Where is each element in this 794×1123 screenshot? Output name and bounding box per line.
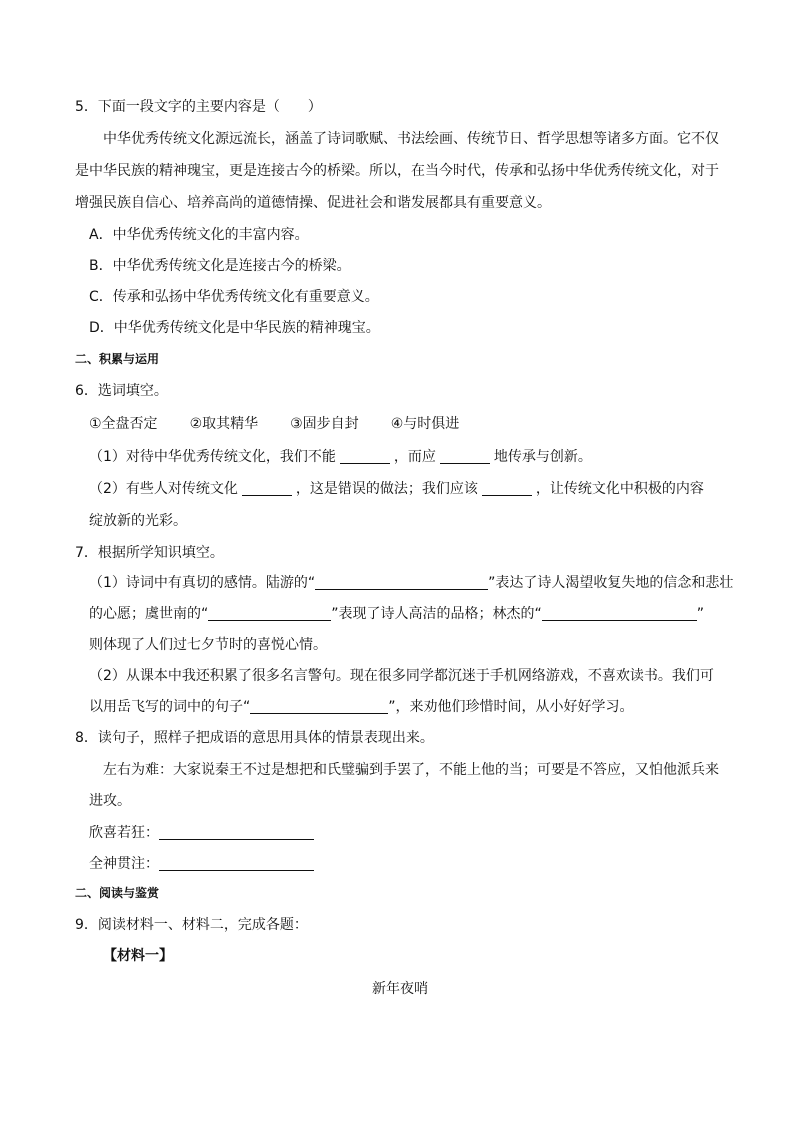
q7-part2-line-2: 以用岳飞写的词中的句子“ ”，来劝他们珍惜时间，从小好好学习。 [89,699,634,715]
q9-stem: 9．阅读材料一、材料二，完成各题： [75,917,308,933]
q6-blank-2[interactable] [440,449,490,464]
q7-blank-yu-shinan[interactable] [208,606,331,621]
q5-option-a: A．中华优秀传统文化的丰富内容。 [89,227,309,243]
q5-stem: 5．下面一段文字的主要内容是（ ） [75,99,322,115]
q6-stem: 6．选词填空。 [75,383,168,399]
q9-material-1-label: 【材料一】 [103,948,173,964]
q7-blank-yue-fei[interactable] [250,699,388,714]
q5-paragraph-line-2: 是中华民族的精神瑰宝，更是连接古今的桥梁。所以，在当今时代，传承和弘扬中华优秀传统文化，对于 [75,163,719,179]
poem-title: 新年夜哨 [372,981,428,997]
q7-stem: 7．根据所学知识填空。 [75,545,224,561]
q5-option-d: D．中华优秀传统文化是中华民族的精神瑰宝。 [89,320,380,336]
q6-word-4: ④与时俱进 [390,416,460,432]
section-heading-accumulation: 二、积累与运用 [75,352,160,366]
q6-blank-1[interactable] [340,449,390,464]
q6-word-3: ③固步自封 [290,416,359,432]
q6-word-1: ①全盘否定 [89,416,158,432]
q5-paragraph-line-3: 增强民族自信心、培养高尚的道德情操、促进社会和谐发展都具有重要意义。 [75,195,551,211]
q8-item-2: 全神贯注： [89,854,314,874]
q8-answer-blank-1[interactable] [159,825,314,840]
q7-part2-line-1: （2）从课本中我还积累了很多名言警句。现在很多同学都沉迷于手机网络游戏，不喜欢读书。我们可 [89,668,714,684]
section-heading-reading: 二、阅读与鉴赏 [75,886,160,900]
q6-sentence-2: （2）有些人对传统文化 ，这是错误的做法；我们应该 ，让传统文化中积极的内容 [89,481,704,497]
q6-word-2: ②取其精华 [189,416,259,432]
q6-sentence-1: （1）对待中华优秀传统文化，我们不能 ，而应 地传承与创新。 [89,449,592,465]
q7-part1-line-3: 则体现了人们过七夕节时的喜悦心情。 [89,637,327,653]
q8-example-line-1: 左右为难：大家说秦王不过是想把和氏璧骗到手罢了，不能上他的当；可要是不答应，又怕他派兵来 [103,762,719,778]
q7-part1-line-1: （1）诗词中有真切的感情。陆游的“ ”表达了诗人渴望收复失地的信念和悲壮 [89,575,734,591]
q5-option-c: C．传承和弘扬中华优秀传统文化有重要意义。 [89,289,379,305]
q5-option-b: B．中华优秀传统文化是连接古今的桥梁。 [89,258,351,274]
q8-example-line-2: 进攻。 [89,793,131,809]
q6-blank-4[interactable] [482,481,532,496]
q6-sentence-2-continued: 绽放新的光彩。 [89,513,187,529]
q8-answer-blank-2[interactable] [159,856,314,871]
q7-blank-lu-you[interactable] [315,575,488,590]
q5-paragraph-line-1: 中华优秀传统文化源远流长，涵盖了诗词歌赋、书法绘画、传统节日、哲学思想等诸多方面。它不仅 [103,131,719,147]
q8-stem: 8．读句子，照样子把成语的意思用具体的情景表现出来。 [75,730,434,746]
q7-blank-lin-jie[interactable] [542,606,697,621]
q7-part1-line-2: 的心愿；虞世南的“ ”表现了诗人高洁的品格；林杰的“ ” [89,606,705,622]
q6-word-options [89,414,491,434]
q8-item-1: 欣喜若狂： [89,823,314,843]
q6-blank-3[interactable] [242,481,292,496]
